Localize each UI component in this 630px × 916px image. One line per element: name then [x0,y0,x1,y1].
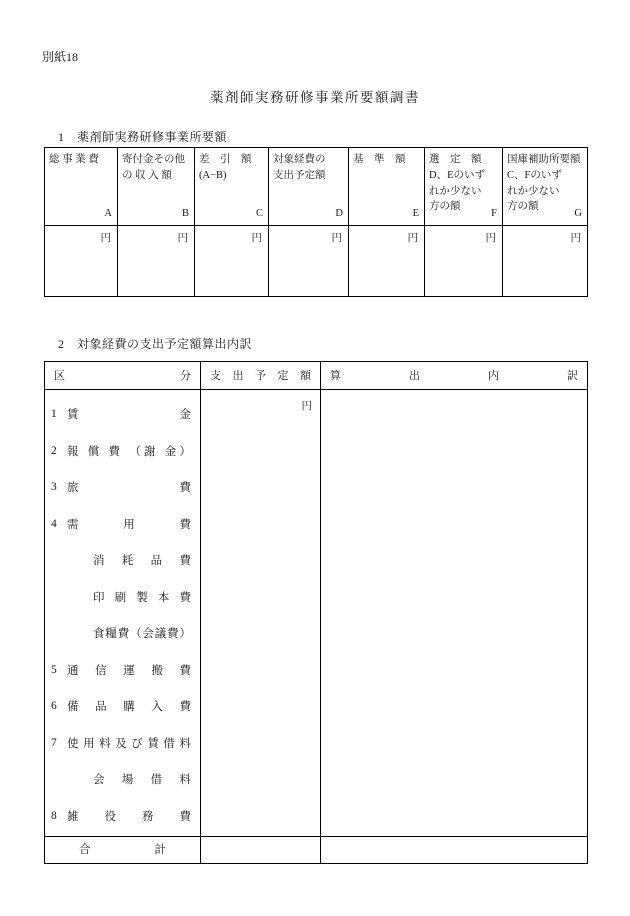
table1-column-planned-expense [269,148,349,296]
breakdown-header-row [45,362,587,390]
category-list [45,390,201,836]
expense-item [45,725,200,762]
page-title: 薬剤師実務研修事業所要額調書 [210,90,420,105]
item-label: 需 用 費 [67,518,191,531]
header-line: D、Eのいず [429,169,485,181]
item-label: 食糧費（会議費） [93,628,191,641]
expense-sub-item [45,542,200,579]
expense-item [45,688,200,725]
table1-header-cell [195,148,268,226]
table1-amount-cell [45,226,117,296]
table1-header-cell [349,148,424,226]
expense-sub-item [45,761,200,798]
expense-item [45,469,200,506]
item-label: 通 信 運 搬 費 [67,664,191,677]
table1-amount-cell [349,226,424,296]
header-line: 国庫補助所要額 [507,154,581,165]
required-amount-table [44,147,588,297]
yen-unit-label: 円 [251,233,262,244]
table1-amount-cell [269,226,348,296]
header-calculation-detail: 算 出 内 訳 [321,362,587,390]
header-line: れか少ない [507,185,560,197]
total-label: 合 計 [45,837,201,863]
yen-unit-label: 円 [485,233,496,244]
column-letter: G [574,208,582,220]
table1-column-standard-amount [349,148,425,296]
expense-item [45,433,200,470]
expense-item [45,652,200,689]
table1-column-selected-amount [425,148,503,296]
header-line: れか少ない [429,185,482,197]
header-category: 区 分 [45,362,201,390]
item-number: 3 [51,481,57,494]
item-label: 備 品 購 入 費 [67,701,191,714]
item-label: 会 場 借 料 [93,774,191,787]
item-label: 印 刷 製 本 費 [93,591,191,604]
item-label: 賃 金 [67,409,191,422]
item-label: 雑 役 務 費 [67,810,191,823]
header-line: 方の額 [507,201,539,213]
planned-amount-column-body [201,390,321,836]
item-number: 1 [51,408,57,421]
table1-header-cell [45,148,117,226]
expense-item [45,798,200,835]
table1-column-donations [118,148,195,296]
header-line: 対象経費の [273,154,326,165]
expense-sub-item [45,579,200,616]
header-line: 方の額 [429,201,461,213]
table1-column-subsidy-required [503,148,587,296]
total-amount-cell [201,837,321,863]
table1-amount-cell [195,226,268,296]
header-line: C、Fのいず [507,169,562,181]
expense-breakdown-table [44,361,588,864]
yen-unit-label: 円 [407,233,418,244]
column-letter: E [412,208,419,220]
column-letter: B [181,208,189,220]
item-number: 6 [51,700,57,713]
column-letter: F [491,208,497,220]
expense-item [45,506,200,543]
header-line: 選 定 額 [429,154,482,165]
column-letter: A [104,208,112,220]
header-line: 総 事 業 費 [49,154,99,165]
expense-item [45,396,200,433]
header-line: 基 準 額 [353,154,406,165]
calculation-detail-column-body [321,390,587,836]
section1-heading: 1 薬剤師実務研修事業所要額 [58,130,228,144]
item-label: 使用料及び賃借料 [67,737,191,750]
table1-column-total-cost [45,148,118,296]
yen-unit-label: 円 [301,401,312,412]
breakdown-body-row [45,390,587,836]
item-label: 報 償 費 （謝 金） [67,445,191,458]
section2-heading: 2 対象経費の支出予定額算出内訳 [58,337,253,351]
yen-unit-label: 円 [100,233,111,244]
item-label: 旅 費 [67,482,191,495]
total-detail-cell [321,837,587,863]
header-planned-amount: 支 出 予 定 額 [201,362,321,390]
table1-header-cell [269,148,348,226]
item-number: 8 [51,809,57,822]
header-line: (A−B) [199,169,227,181]
table1-amount-cell [425,226,502,296]
header-line: 差 引 額 [199,154,252,165]
total-row [45,836,587,863]
attachment-label: 別紙18 [42,50,79,64]
item-number: 5 [51,663,57,676]
table1-header-cell [118,148,194,226]
column-letter: D [335,208,343,220]
expense-sub-item [45,615,200,652]
table1-column-balance [195,148,269,296]
item-number: 7 [51,736,57,749]
table1-header-cell [425,148,502,226]
table1-amount-cell [503,226,587,296]
header-line: の 収 入 額 [122,169,172,181]
yen-unit-label: 円 [331,233,342,244]
header-line: 寄付金その他 [122,154,185,165]
table1-amount-cell [118,226,194,296]
yen-unit-label: 円 [570,233,581,244]
item-number: 2 [51,444,57,457]
item-label: 消 耗 品 費 [93,555,191,568]
column-letter: C [255,208,263,220]
header-line: 支出予定額 [273,169,326,181]
yen-unit-label: 円 [177,233,188,244]
table1-header-cell [503,148,587,226]
item-number: 4 [51,517,57,530]
